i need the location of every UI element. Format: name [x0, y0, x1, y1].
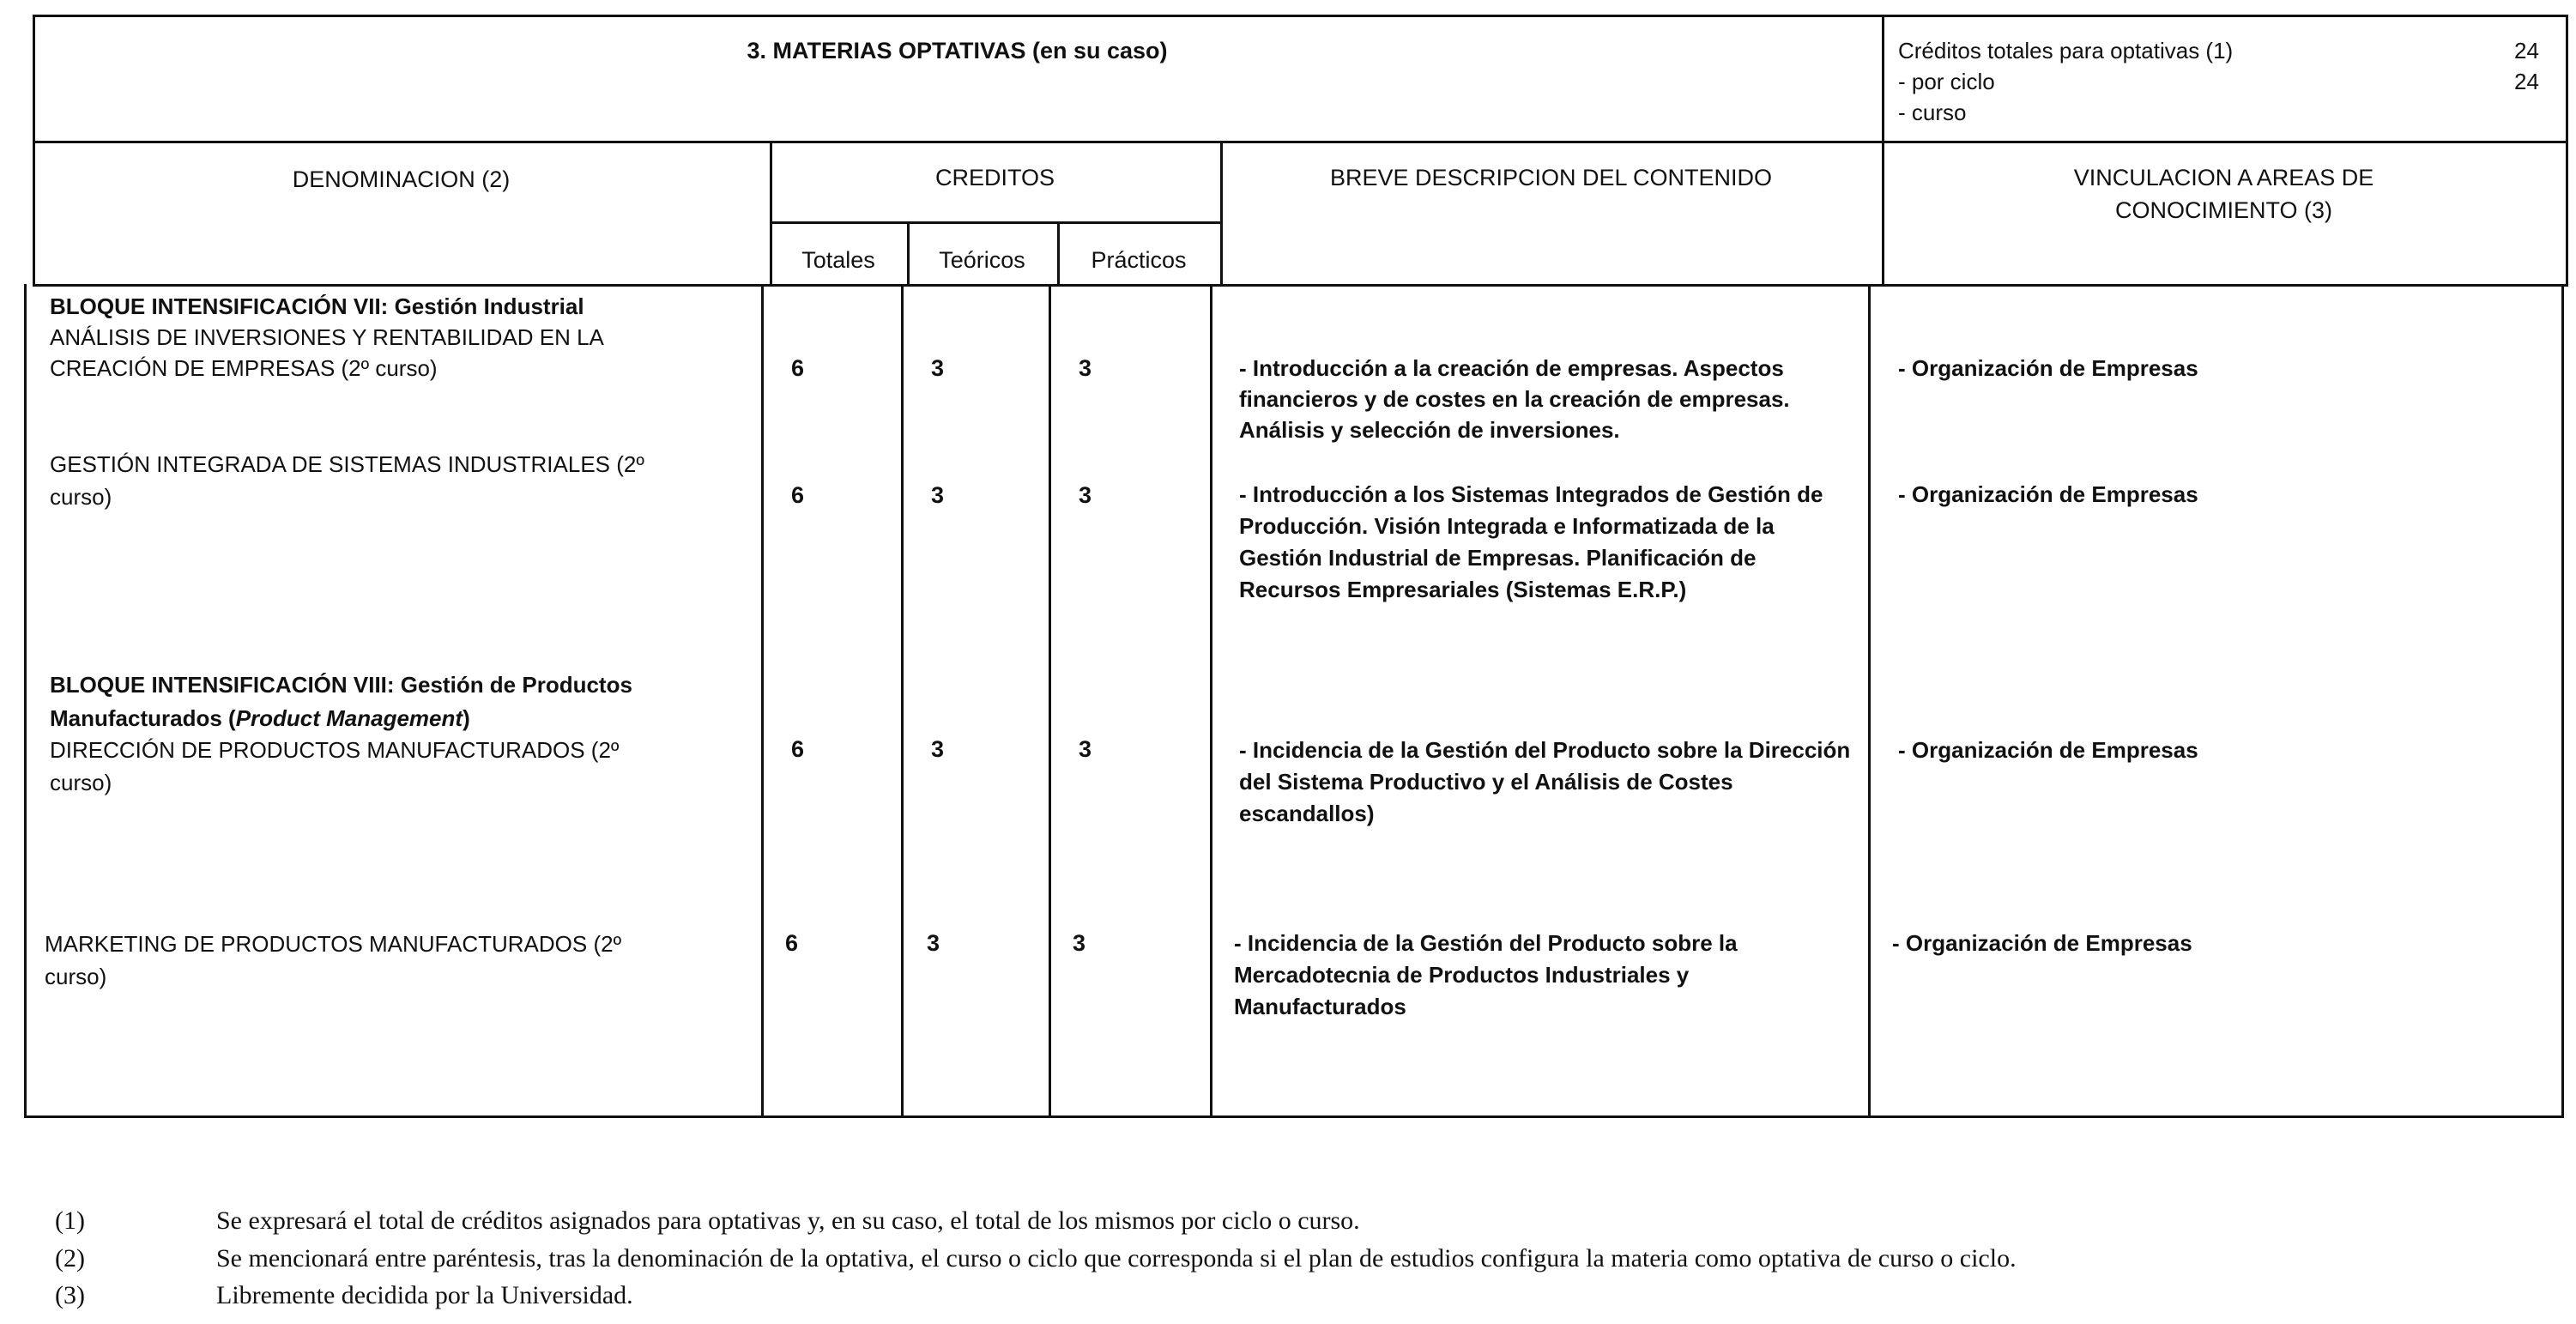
- header-totales: Totales: [801, 247, 875, 273]
- col-descripcion-border-body: [1210, 284, 1212, 1118]
- footnote-text: Se expresará el total de créditos asignados para optativas y, en su caso, el total de los mismos por ciclo o curso.: [216, 1206, 1360, 1235]
- course-description: - Incidencia de la Gestión del Producto sobre la Dirección: [1239, 737, 1851, 763]
- credits-practicos: 3: [1079, 355, 1092, 381]
- credits-teoricos: 3: [931, 482, 945, 508]
- course-description: Análisis y selección de inversiones.: [1239, 417, 1620, 443]
- course-description: Mercadotecnia de Productos Industriales y: [1234, 962, 1690, 988]
- knowledge-area: - Organización de Empresas: [1898, 355, 2198, 381]
- footnote-mark: (3): [55, 1281, 85, 1309]
- block-heading-prefix: Manufacturados (: [50, 705, 236, 731]
- header-vinculacion-line2: CONOCIMIENTO (3): [2114, 197, 2332, 223]
- course-name: curso): [45, 964, 107, 989]
- credits-totales: 6: [791, 355, 805, 381]
- credits-box-left-border: [1882, 15, 1884, 286]
- credits-teoricos: 3: [931, 355, 945, 381]
- knowledge-area: - Organización de Empresas: [1898, 481, 2198, 507]
- course-description: financieros y de costes en la creación de empresas.: [1239, 386, 1790, 412]
- block-heading: BLOQUE INTENSIFICACIÓN VII: Gestión Industrial: [50, 293, 584, 319]
- course-description: - Incidencia de la Gestión del Producto sobre la: [1234, 930, 1738, 956]
- block-heading-suffix: ): [463, 705, 470, 731]
- credits-totales: 6: [791, 736, 805, 762]
- course-name: curso): [50, 770, 112, 795]
- course-name: DIRECCIÓN DE PRODUCTOS MANUFACTURADOS (2º: [50, 737, 620, 763]
- course-name: curso): [50, 484, 112, 510]
- knowledge-area: - Organización de Empresas: [1898, 737, 2198, 763]
- section-title: 3. MATERIAS OPTATIVAS (en su caso): [747, 38, 1168, 63]
- knowledge-area: - Organización de Empresas: [1892, 930, 2192, 956]
- col-totales-border-body: [901, 284, 904, 1118]
- course-description: Recursos Empresariales (Sistemas E.R.P.): [1239, 577, 1687, 602]
- credits-practicos: 3: [1073, 930, 1086, 956]
- col-vinculacion-border-body: [1868, 284, 1871, 1118]
- course-name: GESTIÓN INTEGRADA DE SISTEMAS INDUSTRIALES (2º: [50, 451, 644, 477]
- table-right-border-body: [2561, 284, 2564, 1118]
- header-descripcion: BREVE DESCRIPCION DEL CONTENIDO: [1329, 165, 1773, 190]
- table-right-border-top: [2566, 15, 2568, 286]
- credits-curso-label: - curso: [1898, 100, 1967, 125]
- col-denominacion-border-body: [761, 284, 764, 1118]
- course-description: Producción. Visión Integrada e Informatizada de la: [1239, 513, 1775, 539]
- credits-teoricos: 3: [931, 736, 945, 762]
- credits-practicos: 3: [1079, 482, 1092, 508]
- title-row-bottom-border: [33, 141, 2568, 143]
- credits-ciclo-value: 24: [2514, 69, 2539, 94]
- credits-teoricos: 3: [927, 930, 940, 956]
- footnote-text: Se mencionará entre paréntesis, tras la denominación de la optativa, el curso o ciclo que corresponda si el plan de estudios configura la materia como optativa de curso o ciclo.: [216, 1244, 2017, 1273]
- header-teoricos: Teóricos: [939, 247, 1025, 273]
- course-name: CREACIÓN DE EMPRESAS (2º curso): [50, 355, 438, 381]
- course-description: del Sistema Productivo y el Análisis de Costes: [1239, 769, 1733, 795]
- course-name: MARKETING DE PRODUCTOS MANUFACTURADOS (2º: [45, 931, 622, 957]
- header-vinculacion-line1: VINCULACION A AREAS DE: [2073, 165, 2374, 190]
- footnote-text: Libremente decidida por la Universidad.: [216, 1281, 633, 1309]
- header-practicos: Prácticos: [1091, 247, 1187, 273]
- course-description: Gestión Industrial de Empresas. Planificación de: [1239, 545, 1757, 571]
- block-heading-italic: Product Management: [235, 705, 463, 731]
- footnote-mark: (2): [55, 1244, 85, 1273]
- header-bottom-border: [33, 284, 2568, 287]
- credits-practicos: 3: [1079, 736, 1092, 762]
- col-teoricos-border-body: [1049, 284, 1051, 1118]
- credits-total-value: 24: [2514, 38, 2539, 63]
- credits-totales: 6: [785, 930, 799, 956]
- table-left-border-body: [24, 284, 27, 1118]
- table-bottom-border: [24, 1115, 2564, 1118]
- credits-totales: 6: [791, 482, 805, 508]
- course-description: - Introducción a la creación de empresas. Aspectos: [1239, 355, 1784, 381]
- course-description: Manufacturados: [1234, 994, 1406, 1019]
- header-denominacion: DENOMINACION (2): [292, 166, 511, 192]
- header-creditos: CREDITOS: [934, 165, 1055, 190]
- course-description: escandallos): [1239, 801, 1375, 826]
- block-heading: BLOQUE INTENSIFICACIÓN VIII: Gestión de Productos: [50, 672, 632, 698]
- credits-total-label: Créditos totales para optativas (1): [1898, 38, 2234, 63]
- creditos-subheader-border: [770, 221, 1222, 224]
- footnote-mark: (1): [55, 1206, 85, 1235]
- course-description: - Introducción a los Sistemas Integrados de Gestión de: [1239, 481, 1823, 507]
- course-name: ANÁLISIS DE INVERSIONES Y RENTABILIDAD EN LA: [50, 324, 604, 350]
- credits-ciclo-label: - por ciclo: [1898, 69, 1995, 94]
- block-heading-line2: [50, 702, 470, 735]
- table-top-border: [33, 15, 2568, 17]
